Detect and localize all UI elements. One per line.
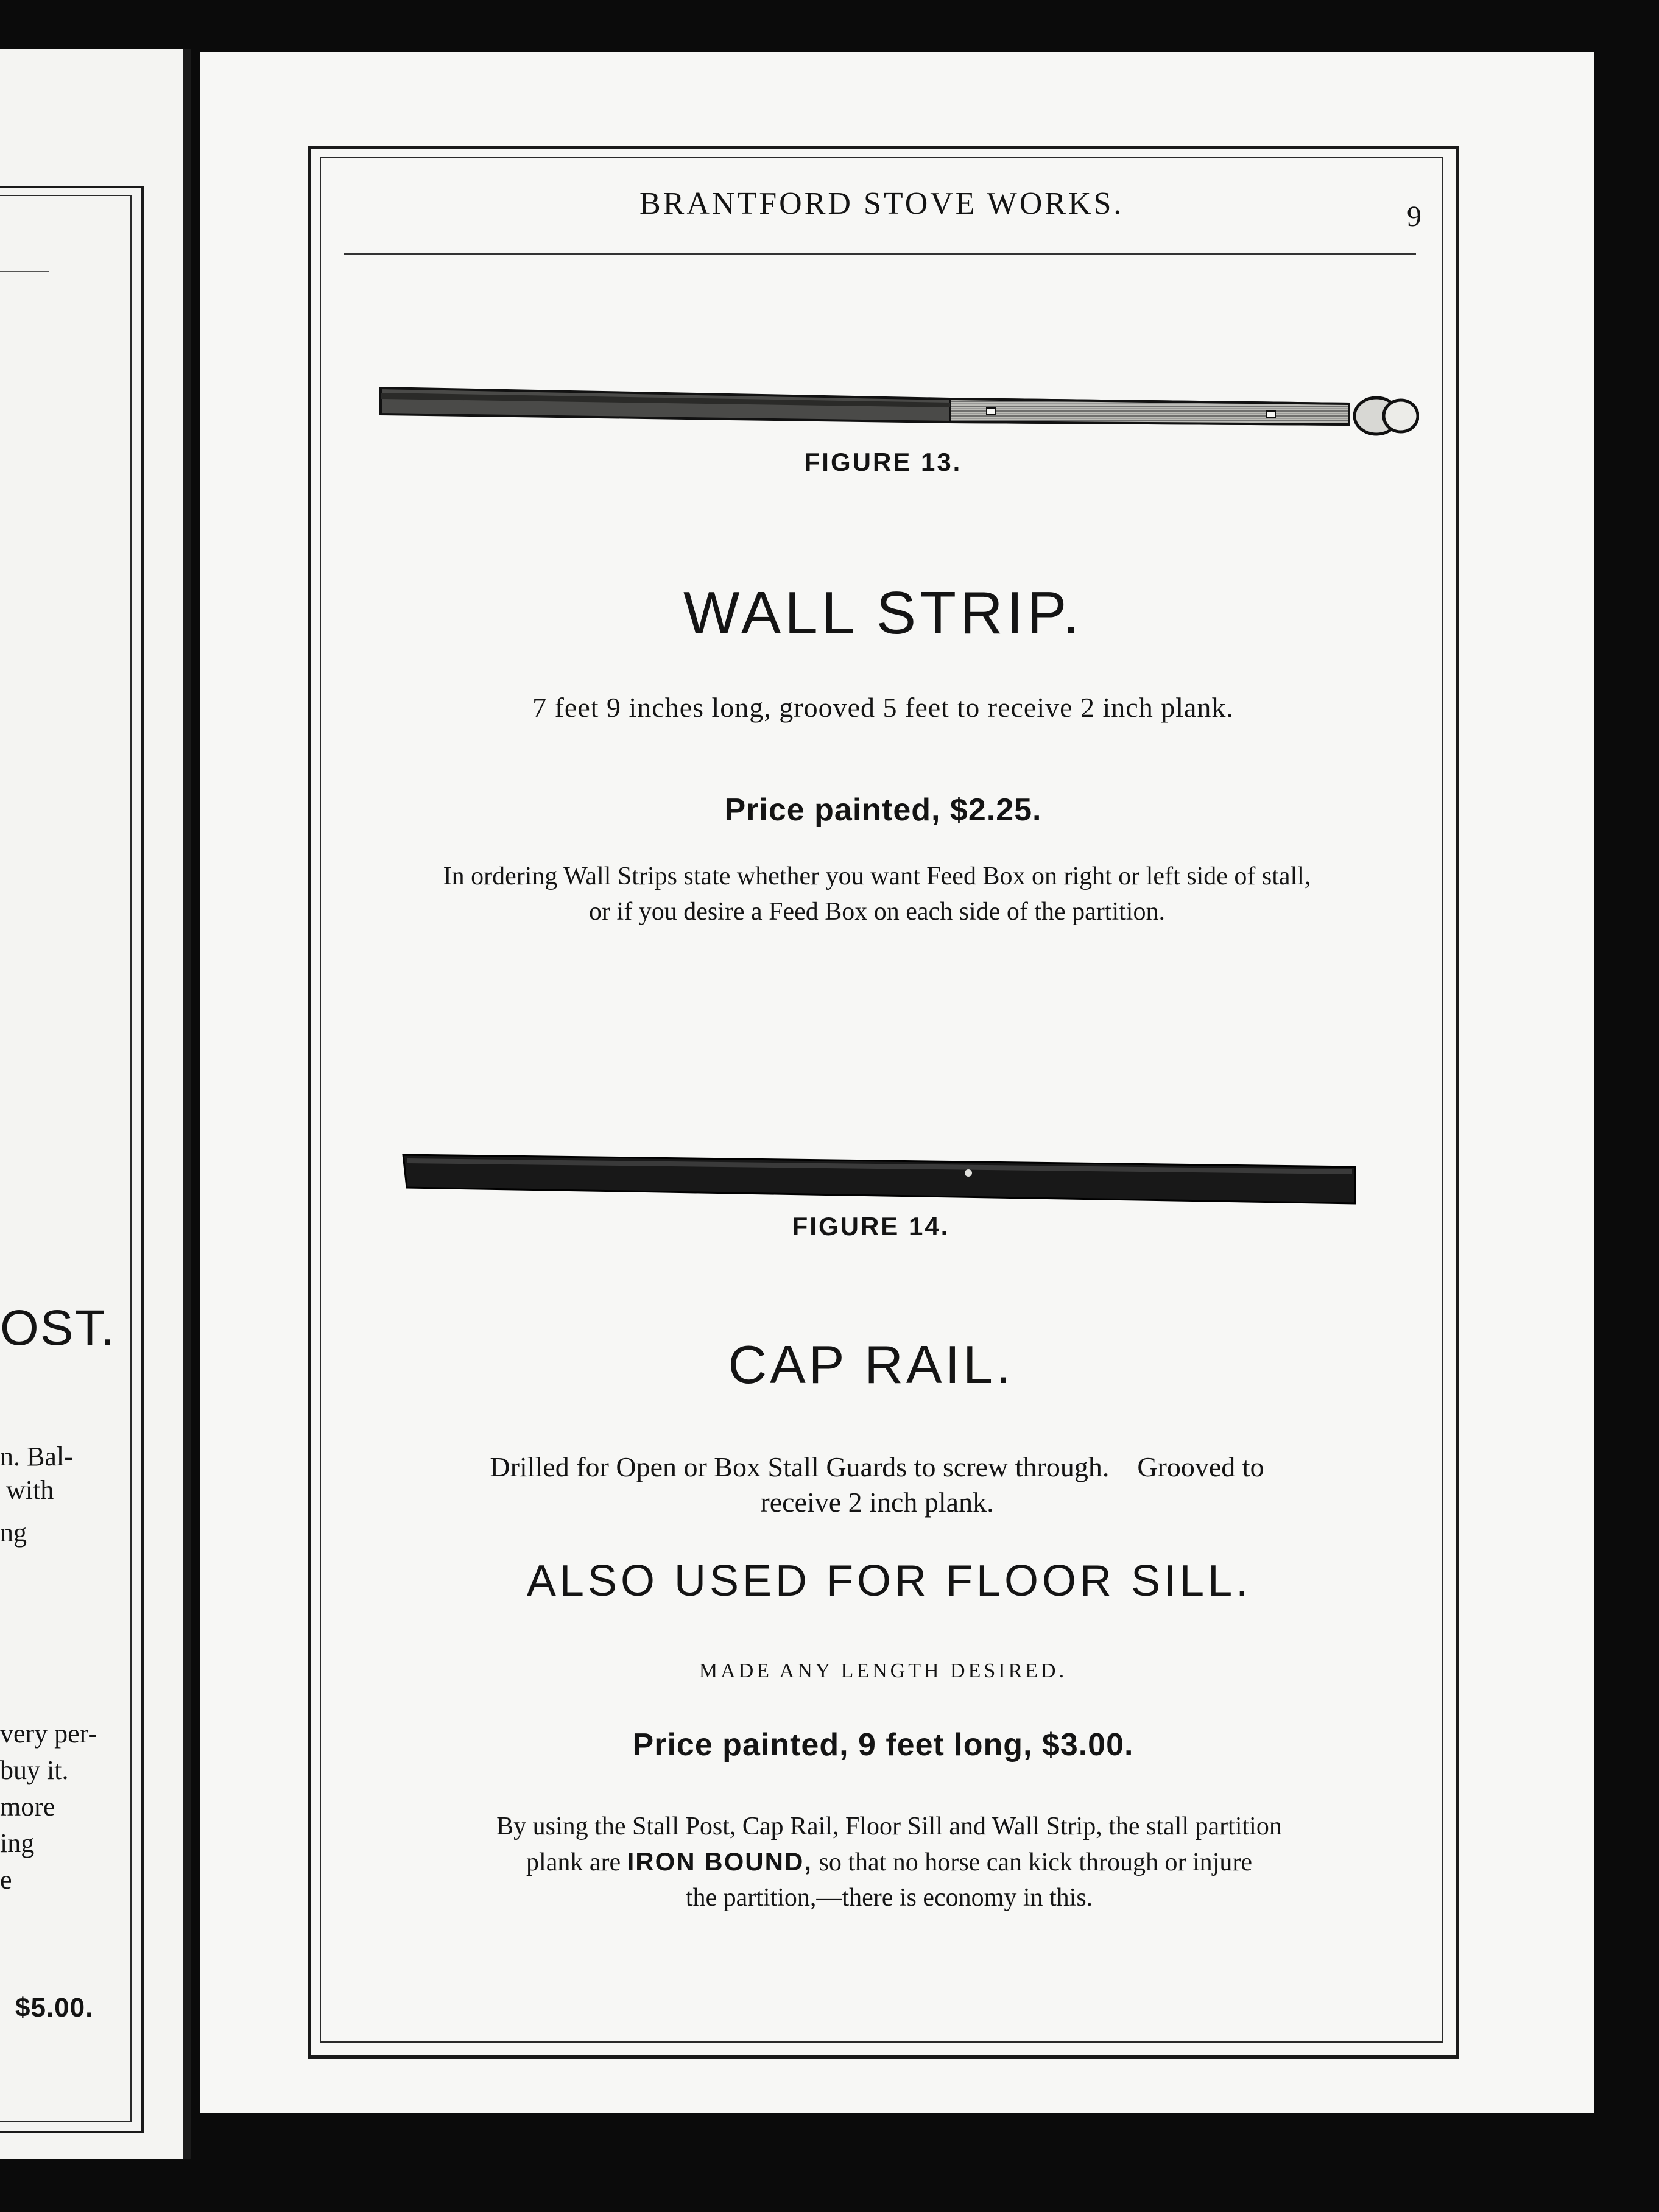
left-page-price-fragment: $5.00. [15, 1993, 94, 2023]
left-page-text-fragment: ing [0, 1828, 35, 1858]
cap-rail-price: Price painted, 9 feet long, $3.00. [632, 1727, 1134, 1763]
iron-bound-emphasis: IRON BOUND, [627, 1847, 812, 1876]
left-page-rule [0, 271, 49, 272]
wall-strip-heading: WALL STRIP. [683, 579, 1083, 646]
figure-13-caption: FIGURE 13. [804, 448, 962, 476]
left-page-text-fragment: n. Bal- [0, 1442, 73, 1471]
running-header: BRANTFORD STOVE WORKS. [639, 186, 1124, 221]
cap-rail-description [353, 1449, 1401, 1520]
left-page-title-fragment: OST. [0, 1300, 116, 1356]
length-note: MADE ANY LENGTH DESIRED. [699, 1660, 1068, 1682]
note-line: In ordering Wall Strips state whether you want Feed Box on right or left side of stall, [443, 862, 1311, 890]
cap-rail-heading: CAP RAIL. [728, 1334, 1014, 1395]
note-text: so that no horse can kick through or injure [819, 1848, 1252, 1876]
left-page-text-fragment: ng [0, 1518, 27, 1548]
left-facing-page [0, 49, 186, 2159]
figure-14-caption: FIGURE 14. [792, 1212, 950, 1241]
left-page-text-fragment: buy it. [0, 1755, 69, 1785]
wall-strip-illustration [378, 381, 1419, 445]
left-page-text-fragment: very per- [0, 1719, 97, 1749]
description-line: Drilled for Open or Box Stall Guards to screw through. Grooved to [490, 1451, 1264, 1482]
header-rule [344, 253, 1416, 255]
page-gutter [183, 49, 191, 2159]
cap-rail-illustration [402, 1150, 1358, 1208]
note-line: the partition,—there is economy in this. [685, 1884, 1093, 1912]
left-page-text-fragment: e [0, 1865, 12, 1895]
iron-bound-note [341, 1809, 1437, 1915]
wall-strip-price: Price painted, $2.25. [724, 792, 1042, 828]
floor-sill-heading: ALSO USED FOR FLOOR SILL. [526, 1557, 1252, 1605]
left-page-text-fragment: more [0, 1792, 55, 1822]
description-line: receive 2 inch plank. [760, 1487, 994, 1518]
wall-strip-ordering-note [329, 859, 1425, 929]
note-text: plank are [526, 1848, 621, 1876]
left-page-text-fragment: with [6, 1475, 54, 1505]
note-line [341, 1844, 1437, 1880]
page-number: 9 [1407, 200, 1421, 233]
wall-strip-description: 7 feet 9 inches long, grooved 5 feet to receive 2 inch plank. [532, 692, 1234, 723]
note-line: or if you desire a Feed Box on each side of the partition. [589, 898, 1165, 926]
note-line: By using the Stall Post, Cap Rail, Floor Sill and Wall Strip, the stall partition [496, 1812, 1282, 1840]
